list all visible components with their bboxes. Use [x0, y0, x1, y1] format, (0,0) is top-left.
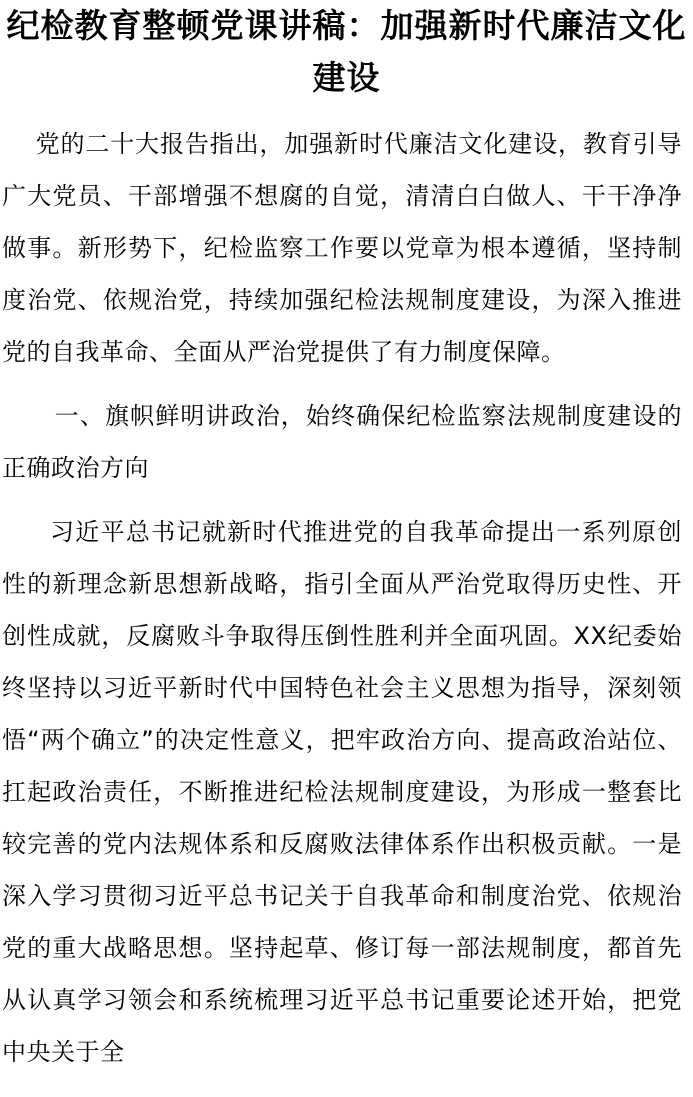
document-title: 纪检教育整顿党课讲稿：加强新时代廉洁文化建设	[6, 6, 687, 97]
paragraph-intro: 党的二十大报告指出，加强新时代廉洁文化建设，教育引导广大党员、干部增强不想腐的自觉，清清白白做人、干干净净做事。新形势下，纪检监察工作要以党章为根本遵循，坚持制度治党、依规治党，持续加强纪检法规制度建设，为深入推进党的自我革命、全面从严治党提供了有力制度保障。	[2, 130, 682, 366]
paragraph-section-1: 习近平总书记就新时代推进党的自我革命提出一系列原创性的新理念新思想新战略，指引全面从严治党取得历史性、开创性成就，反腐败斗争取得压倒性胜利并全面巩固。XX纪委始终坚持以习近平新时代中国特色社会主义思想为指导，深刻领悟“两个确立”的决定性意义，把牢政治方向、提高政治站位、扛起政治责任，不断推进纪检法规制度建设，为形成一整套比较完善的党内法规体系和反腐败法律体系作出积极贡献。一是深入学习贯彻习近平总书记关于自我革命和制度治党、依规治党的重大战略思想。坚持起草、修订每一部法规制度，都首先从认真学习领会和系统梳理习近平总书记重要论述开始，把党中央关于全	[2, 518, 682, 1066]
document-body	[2, 118, 682, 1078]
section-heading-1: 一、旗帜鲜明讲政治，始终确保纪检监察法规制度建设的正确政治方向	[2, 402, 682, 482]
